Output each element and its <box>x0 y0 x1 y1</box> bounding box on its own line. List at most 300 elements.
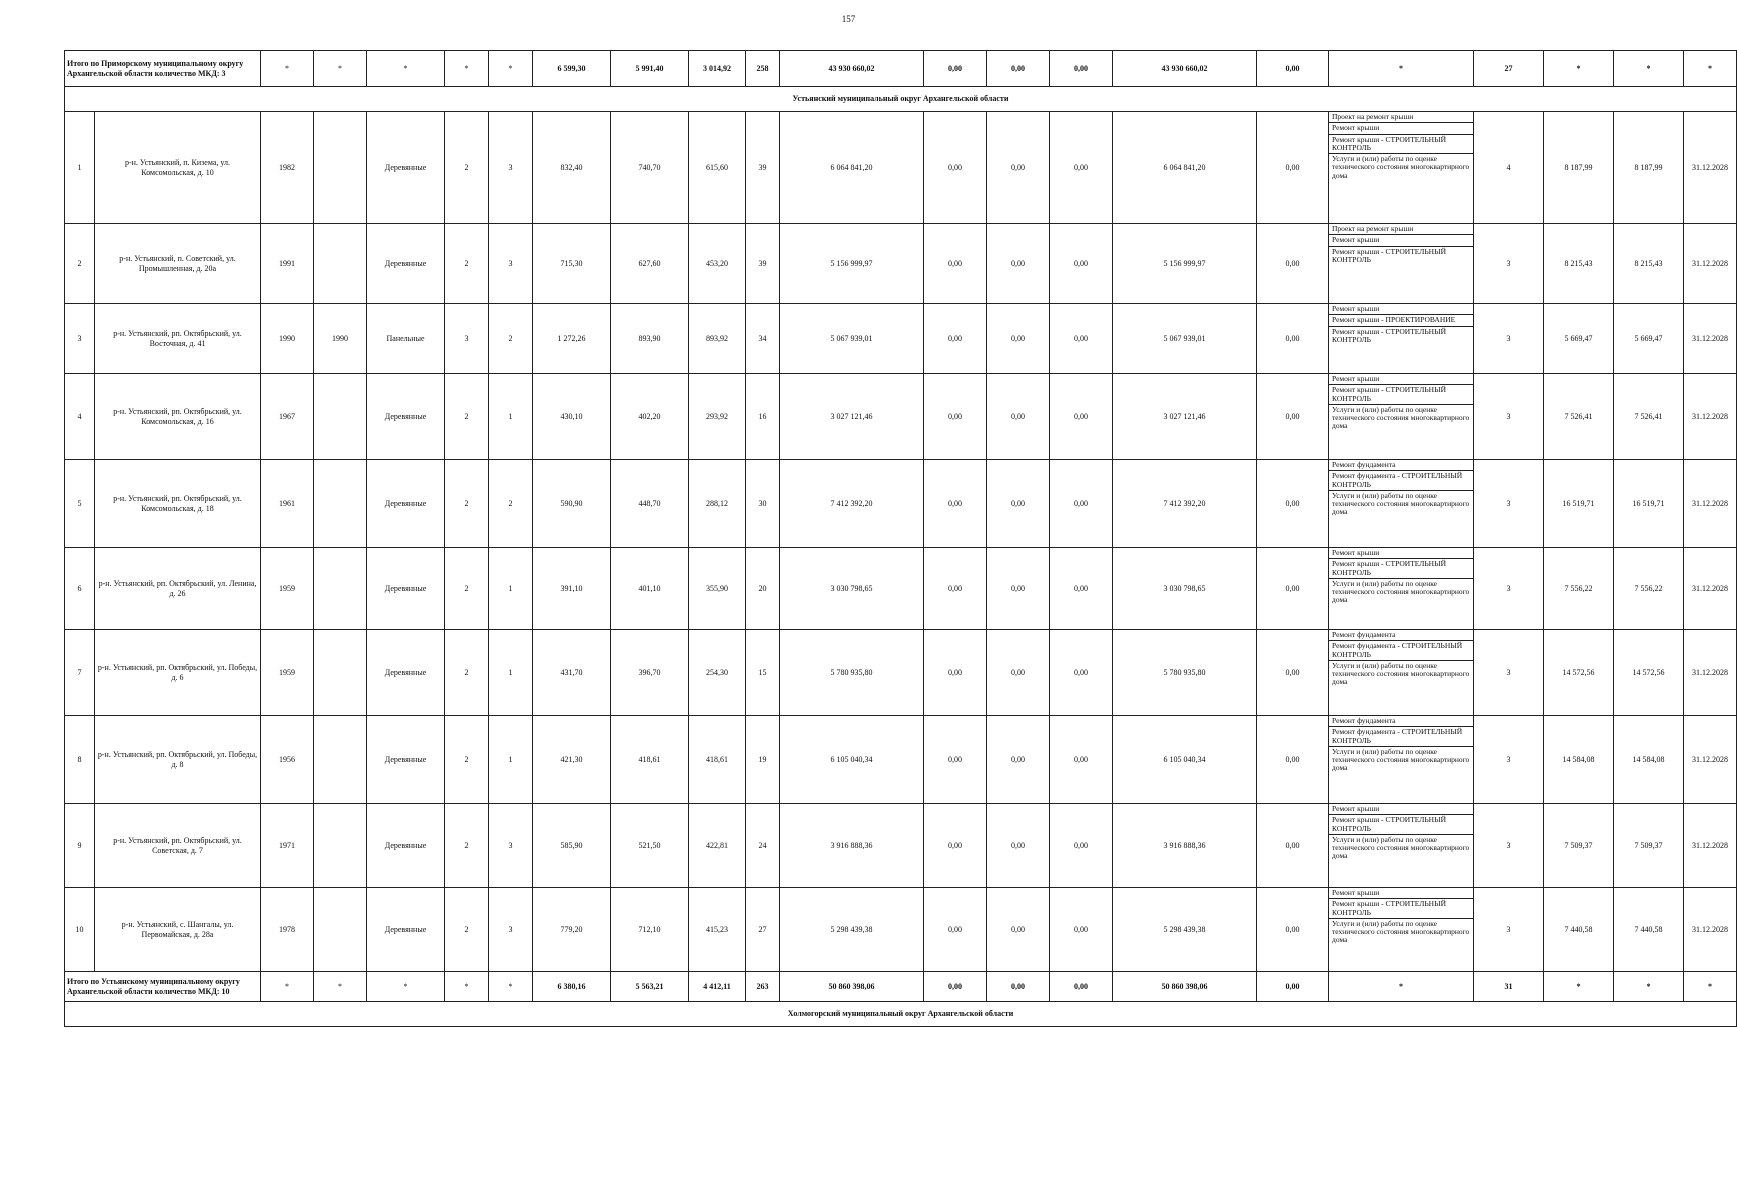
works-cell <box>1329 630 1474 716</box>
cell-entrances: 3 <box>489 112 533 224</box>
cell-material: Деревянные <box>367 548 445 630</box>
table-row <box>65 548 1737 630</box>
work-item: Ремонт крыши - ПРОЕКТИРОВАНИЕ <box>1329 315 1473 326</box>
cell-fund-local: 0,00 <box>1050 548 1113 630</box>
cell-fund-other: 0,00 <box>1257 304 1329 374</box>
cell-fund-other: 0,00 <box>1257 716 1329 804</box>
total-cell: 3 014,92 <box>689 51 746 87</box>
cell-work-count: 3 <box>1474 888 1544 972</box>
cell-fund-other: 0,00 <box>1257 548 1329 630</box>
table-row <box>65 304 1737 374</box>
total-cell: * <box>1684 972 1737 1002</box>
works-cell <box>1329 304 1474 374</box>
total-cell: * <box>489 51 533 87</box>
cell-entrances: 3 <box>489 224 533 304</box>
cell-deadline: 31.12.2028 <box>1684 460 1737 548</box>
cell-year-built: 1959 <box>261 548 314 630</box>
cell-cost-total: 3 030 798,65 <box>780 548 924 630</box>
cell-area-total: 832,40 <box>533 112 611 224</box>
cell-cost-total: 3 916 888,36 <box>780 804 924 888</box>
cell-year-built: 1956 <box>261 716 314 804</box>
cell-fund-other: 0,00 <box>1257 888 1329 972</box>
total-cell: * <box>261 51 314 87</box>
section-title-ustyansky: Устьянский муниципальный округ Архангельской области <box>65 87 1737 112</box>
cell-entrances: 1 <box>489 548 533 630</box>
cell-fund-other: 0,00 <box>1257 460 1329 548</box>
cell-area-premises: 396,70 <box>611 630 689 716</box>
total-cell: * <box>367 51 445 87</box>
cell-material: Деревянные <box>367 460 445 548</box>
total-cell: 5 991,40 <box>611 51 689 87</box>
cell-max-unit-cost: 16 519,71 <box>1614 460 1684 548</box>
cell-deadline: 31.12.2028 <box>1684 804 1737 888</box>
cell-address: р-н. Устьянский, рп. Октябрьский, ул. Победы, д. 8 <box>95 716 261 804</box>
work-item: Ремонт крыши <box>1329 548 1473 559</box>
table-row <box>65 804 1737 888</box>
cell-work-count: 3 <box>1474 804 1544 888</box>
cell-area-residential: 254,30 <box>689 630 746 716</box>
cell-max-unit-cost: 5 669,47 <box>1614 304 1684 374</box>
cell-residents: 39 <box>746 224 780 304</box>
cell-unit-cost: 14 572,56 <box>1544 630 1614 716</box>
cell-fund-owners: 6 105 040,34 <box>1113 716 1257 804</box>
works-list <box>1329 224 1473 265</box>
cell-residents: 27 <box>746 888 780 972</box>
work-item: Услуги и (или) работы по оценке технического состояния многоквартирного дома <box>1332 746 1470 773</box>
work-item: Услуги и (или) работы по оценке технического состояния многоквартирного дома <box>1332 154 1470 180</box>
cell-deadline: 31.12.2028 <box>1684 630 1737 716</box>
cell-address: р-н. Устьянский, п. Кизема, ул. Комсомольская, д. 10 <box>95 112 261 224</box>
cell-work-count: 4 <box>1474 112 1544 224</box>
total-cell: * <box>314 972 367 1002</box>
work-item: Ремонт крыши - СТРОИТЕЛЬНЫЙ КОНТРОЛЬ <box>1329 135 1473 155</box>
work-item: Ремонт крыши - СТРОИТЕЛЬНЫЙ КОНТРОЛЬ <box>1329 815 1473 835</box>
total-cell: 263 <box>746 972 780 1002</box>
total-cell: 4 412,11 <box>689 972 746 1002</box>
cell-area-total: 715,30 <box>533 224 611 304</box>
cell-year-overhaul <box>314 630 367 716</box>
total-cell: 258 <box>746 51 780 87</box>
work-item: Услуги и (или) работы по оценке технического состояния многоквартирного дома <box>1332 404 1470 431</box>
cell-unit-cost: 5 669,47 <box>1544 304 1614 374</box>
work-item: Ремонт крыши - СТРОИТЕЛЬНЫЙ КОНТРОЛЬ <box>1329 559 1473 579</box>
cell-floors: 2 <box>445 224 489 304</box>
cell-fund-local: 0,00 <box>1050 804 1113 888</box>
page-number: 157 <box>841 14 856 24</box>
cell-fund-owners: 3 027 121,46 <box>1113 374 1257 460</box>
cell-fund-owners: 5 067 939,01 <box>1113 304 1257 374</box>
table-row <box>65 630 1737 716</box>
cell-address: р-н. Устьянский, с. Шангалы, ул. Первомайская, д. 28а <box>95 888 261 972</box>
total-cell: * <box>314 51 367 87</box>
cell-year-overhaul <box>314 112 367 224</box>
cell-work-count: 3 <box>1474 224 1544 304</box>
total-cell: 0,00 <box>987 51 1050 87</box>
work-item: Услуги и (или) работы по оценке технического состояния многоквартирного дома <box>1332 660 1470 687</box>
cell-year-overhaul: 1990 <box>314 304 367 374</box>
works-list <box>1329 374 1473 432</box>
total-cell: * <box>1614 972 1684 1002</box>
total-cell: 0,00 <box>1050 972 1113 1002</box>
total-cell: * <box>1614 51 1684 87</box>
total-cell: 50 860 398,06 <box>1113 972 1257 1002</box>
cell-fund-federal: 0,00 <box>924 630 987 716</box>
total-cell: 43 930 660,02 <box>1113 51 1257 87</box>
work-item: Ремонт крыши <box>1329 123 1473 134</box>
work-item: Ремонт крыши <box>1329 374 1473 385</box>
works-list <box>1329 112 1473 181</box>
cell-max-unit-cost: 7 509,37 <box>1614 804 1684 888</box>
cell-unit-cost: 16 519,71 <box>1544 460 1614 548</box>
cell-area-residential: 288,12 <box>689 460 746 548</box>
cell-fund-local: 0,00 <box>1050 224 1113 304</box>
cell-year-built: 1990 <box>261 304 314 374</box>
cell-fund-owners: 3 030 798,65 <box>1113 548 1257 630</box>
table-row <box>65 888 1737 972</box>
work-item: Ремонт фундамента - СТРОИТЕЛЬНЫЙ КОНТРОЛЬ <box>1329 641 1473 661</box>
cell-fund-regional: 0,00 <box>987 460 1050 548</box>
cell-residents: 34 <box>746 304 780 374</box>
cell-num: 2 <box>65 224 95 304</box>
cell-year-built: 1982 <box>261 112 314 224</box>
cell-area-residential: 415,23 <box>689 888 746 972</box>
cell-work-count: 3 <box>1474 304 1544 374</box>
total-label: Итого по Приморскому муниципальному округу Архангельской области количество МКД: 3 <box>65 51 261 87</box>
cell-area-total: 585,90 <box>533 804 611 888</box>
cell-entrances: 1 <box>489 630 533 716</box>
total-cell: * <box>445 972 489 1002</box>
cell-material: Деревянные <box>367 374 445 460</box>
table-row <box>65 460 1737 548</box>
cell-deadline: 31.12.2028 <box>1684 224 1737 304</box>
cell-fund-local: 0,00 <box>1050 716 1113 804</box>
cell-residents: 15 <box>746 630 780 716</box>
table-row <box>65 716 1737 804</box>
cell-address: р-н. Устьянский, рп. Октябрьский, ул. Восточная, д. 41 <box>95 304 261 374</box>
cell-unit-cost: 7 509,37 <box>1544 804 1614 888</box>
total-cell: 27 <box>1474 51 1544 87</box>
cell-year-overhaul <box>314 460 367 548</box>
cell-cost-total: 5 067 939,01 <box>780 304 924 374</box>
cell-fund-federal: 0,00 <box>924 224 987 304</box>
cell-address: р-н. Устьянский, рп. Октябрьский, ул. Комсомольская, д. 18 <box>95 460 261 548</box>
cell-fund-local: 0,00 <box>1050 888 1113 972</box>
cell-area-total: 590,90 <box>533 460 611 548</box>
work-item: Ремонт крыши <box>1329 235 1473 246</box>
cell-area-residential: 893,92 <box>689 304 746 374</box>
cell-area-premises: 418,61 <box>611 716 689 804</box>
works-cell <box>1329 548 1474 630</box>
cell-fund-other: 0,00 <box>1257 224 1329 304</box>
cell-entrances: 3 <box>489 804 533 888</box>
cell-num: 10 <box>65 888 95 972</box>
work-item: Ремонт фундамента <box>1329 716 1473 727</box>
work-item: Проект на ремонт крыши <box>1329 224 1473 235</box>
cell-material: Деревянные <box>367 630 445 716</box>
total-cell: 31 <box>1474 972 1544 1002</box>
works-list <box>1329 304 1473 345</box>
cell-num: 8 <box>65 716 95 804</box>
cell-floors: 2 <box>445 804 489 888</box>
cell-address: р-н. Устьянский, рп. Октябрьский, ул. Ленина, д. 26 <box>95 548 261 630</box>
cell-area-premises: 893,90 <box>611 304 689 374</box>
cell-material: Деревянные <box>367 224 445 304</box>
total-row-ustyansky <box>65 972 1737 1002</box>
cell-work-count: 3 <box>1474 548 1544 630</box>
cell-fund-federal: 0,00 <box>924 112 987 224</box>
cell-max-unit-cost: 8 187,99 <box>1614 112 1684 224</box>
cell-floors: 2 <box>445 630 489 716</box>
cell-fund-regional: 0,00 <box>987 716 1050 804</box>
total-cell: 0,00 <box>1050 51 1113 87</box>
cell-area-residential: 418,61 <box>689 716 746 804</box>
section-header-row <box>65 87 1737 112</box>
cell-fund-federal: 0,00 <box>924 716 987 804</box>
cell-fund-owners: 7 412 392,20 <box>1113 460 1257 548</box>
cell-fund-regional: 0,00 <box>987 888 1050 972</box>
work-item: Ремонт крыши <box>1329 304 1473 315</box>
work-item: Ремонт фундамента - СТРОИТЕЛЬНЫЙ КОНТРОЛЬ <box>1329 471 1473 491</box>
table-row <box>65 374 1737 460</box>
cell-year-overhaul <box>314 374 367 460</box>
cell-max-unit-cost: 14 584,08 <box>1614 716 1684 804</box>
cell-deadline: 31.12.2028 <box>1684 548 1737 630</box>
cell-num: 4 <box>65 374 95 460</box>
work-item: Ремонт фундамента - СТРОИТЕЛЬНЫЙ КОНТРОЛЬ <box>1329 727 1473 747</box>
cell-work-count: 3 <box>1474 716 1544 804</box>
cell-year-overhaul <box>314 224 367 304</box>
cell-fund-other: 0,00 <box>1257 804 1329 888</box>
cell-address: р-н. Устьянский, рп. Октябрьский, ул. Комсомольская, д. 16 <box>95 374 261 460</box>
cell-floors: 2 <box>445 374 489 460</box>
cell-residents: 24 <box>746 804 780 888</box>
cell-fund-other: 0,00 <box>1257 630 1329 716</box>
work-item: Услуги и (или) работы по оценке технического состояния многоквартирного дома <box>1332 490 1470 517</box>
cell-material: Панельные <box>367 304 445 374</box>
cell-address: р-н. Устьянский, п. Советский, ул. Промышленная, д. 20а <box>95 224 261 304</box>
cell-max-unit-cost: 7 556,22 <box>1614 548 1684 630</box>
cell-unit-cost: 14 584,08 <box>1544 716 1614 804</box>
table-row <box>65 112 1737 224</box>
cell-residents: 39 <box>746 112 780 224</box>
cell-material: Деревянные <box>367 112 445 224</box>
cell-area-total: 1 272,26 <box>533 304 611 374</box>
total-cell: 6 380,16 <box>533 972 611 1002</box>
cell-num: 1 <box>65 112 95 224</box>
works-cell <box>1329 460 1474 548</box>
cell-unit-cost: 7 556,22 <box>1544 548 1614 630</box>
section-header-row <box>65 1002 1737 1027</box>
cell-fund-regional: 0,00 <box>987 112 1050 224</box>
works-cell <box>1329 716 1474 804</box>
total-cell: 6 599,30 <box>533 51 611 87</box>
cell-material: Деревянные <box>367 716 445 804</box>
cell-fund-local: 0,00 <box>1050 630 1113 716</box>
cell-floors: 2 <box>445 716 489 804</box>
cell-year-built: 1991 <box>261 224 314 304</box>
cell-fund-federal: 0,00 <box>924 548 987 630</box>
cell-year-overhaul <box>314 888 367 972</box>
work-item: Услуги и (или) работы по оценке технического состояния многоквартирного дома <box>1332 578 1470 605</box>
cell-area-premises: 712,10 <box>611 888 689 972</box>
total-cell: * <box>1544 51 1614 87</box>
cell-cost-total: 7 412 392,20 <box>780 460 924 548</box>
works-cell <box>1329 804 1474 888</box>
cell-fund-owners: 5 298 439,38 <box>1113 888 1257 972</box>
work-item: Услуги и (или) работы по оценке технического состояния многоквартирного дома <box>1332 834 1470 861</box>
total-cell: * <box>261 972 314 1002</box>
cell-fund-other: 0,00 <box>1257 374 1329 460</box>
cell-fund-federal: 0,00 <box>924 888 987 972</box>
cell-max-unit-cost: 7 440,58 <box>1614 888 1684 972</box>
work-item: Ремонт крыши <box>1329 804 1473 815</box>
cell-year-built: 1959 <box>261 630 314 716</box>
works-cell <box>1329 224 1474 304</box>
cell-num: 6 <box>65 548 95 630</box>
cell-material: Деревянные <box>367 804 445 888</box>
cell-deadline: 31.12.2028 <box>1684 716 1737 804</box>
work-item: Ремонт крыши - СТРОИТЕЛЬНЫЙ КОНТРОЛЬ <box>1332 246 1447 264</box>
cell-cost-total: 6 064 841,20 <box>780 112 924 224</box>
cell-cost-total: 5 156 999,97 <box>780 224 924 304</box>
cell-max-unit-cost: 7 526,41 <box>1614 374 1684 460</box>
work-item: Ремонт фундамента <box>1329 630 1473 641</box>
cell-year-built: 1971 <box>261 804 314 888</box>
cell-entrances: 3 <box>489 888 533 972</box>
cell-area-total: 421,30 <box>533 716 611 804</box>
cell-fund-federal: 0,00 <box>924 460 987 548</box>
cell-deadline: 31.12.2028 <box>1684 112 1737 224</box>
cell-year-overhaul <box>314 548 367 630</box>
total-cell: * <box>489 972 533 1002</box>
cell-fund-regional: 0,00 <box>987 304 1050 374</box>
cell-fund-regional: 0,00 <box>987 374 1050 460</box>
cell-year-built: 1961 <box>261 460 314 548</box>
cell-fund-federal: 0,00 <box>924 304 987 374</box>
cell-fund-regional: 0,00 <box>987 630 1050 716</box>
cell-fund-owners: 5 156 999,97 <box>1113 224 1257 304</box>
cell-fund-regional: 0,00 <box>987 804 1050 888</box>
cell-cost-total: 5 780 935,80 <box>780 630 924 716</box>
cell-area-premises: 627,60 <box>611 224 689 304</box>
cell-area-residential: 615,60 <box>689 112 746 224</box>
cell-fund-regional: 0,00 <box>987 548 1050 630</box>
cell-floors: 2 <box>445 112 489 224</box>
cell-work-count: 3 <box>1474 630 1544 716</box>
total-cell: * <box>1329 972 1474 1002</box>
cell-year-built: 1967 <box>261 374 314 460</box>
cell-num: 5 <box>65 460 95 548</box>
cell-num: 9 <box>65 804 95 888</box>
cell-material: Деревянные <box>367 888 445 972</box>
cell-area-total: 431,70 <box>533 630 611 716</box>
cell-cost-total: 3 027 121,46 <box>780 374 924 460</box>
table-row <box>65 224 1737 304</box>
works-list <box>1329 460 1473 518</box>
cell-residents: 30 <box>746 460 780 548</box>
works-list <box>1329 630 1473 688</box>
cell-unit-cost: 8 215,43 <box>1544 224 1614 304</box>
total-row-primorsky <box>65 51 1737 87</box>
cell-fund-owners: 6 064 841,20 <box>1113 112 1257 224</box>
cell-area-premises: 402,20 <box>611 374 689 460</box>
cell-area-total: 391,10 <box>533 548 611 630</box>
total-cell: 0,00 <box>987 972 1050 1002</box>
cell-entrances: 2 <box>489 460 533 548</box>
cell-area-residential: 293,92 <box>689 374 746 460</box>
works-list <box>1329 888 1473 946</box>
cell-area-residential: 453,20 <box>689 224 746 304</box>
cell-area-premises: 521,50 <box>611 804 689 888</box>
cell-cost-total: 6 105 040,34 <box>780 716 924 804</box>
works-cell <box>1329 374 1474 460</box>
cell-floors: 2 <box>445 548 489 630</box>
cell-address: р-н. Устьянский, рп. Октябрьский, ул. Победы, д. 6 <box>95 630 261 716</box>
total-cell: 0,00 <box>924 51 987 87</box>
works-cell <box>1329 888 1474 972</box>
cell-fund-owners: 5 780 935,80 <box>1113 630 1257 716</box>
work-item: Ремонт крыши - СТРОИТЕЛЬНЫЙ КОНТРОЛЬ <box>1329 385 1473 405</box>
cell-year-built: 1978 <box>261 888 314 972</box>
cell-deadline: 31.12.2028 <box>1684 304 1737 374</box>
cell-num: 7 <box>65 630 95 716</box>
cell-area-total: 430,10 <box>533 374 611 460</box>
cell-unit-cost: 7 526,41 <box>1544 374 1614 460</box>
cell-residents: 19 <box>746 716 780 804</box>
cell-fund-owners: 3 916 888,36 <box>1113 804 1257 888</box>
cell-area-residential: 422,81 <box>689 804 746 888</box>
cell-area-total: 779,20 <box>533 888 611 972</box>
work-item: Проект на ремонт крыши <box>1329 112 1473 123</box>
total-cell: * <box>1684 51 1737 87</box>
total-cell: * <box>367 972 445 1002</box>
cell-fund-federal: 0,00 <box>924 374 987 460</box>
total-cell: * <box>1544 972 1614 1002</box>
total-cell: * <box>1329 51 1474 87</box>
cell-unit-cost: 8 187,99 <box>1544 112 1614 224</box>
works-list <box>1329 548 1473 606</box>
work-item: Услуги и (или) работы по оценке технического состояния многоквартирного дома <box>1332 918 1470 945</box>
cell-fund-local: 0,00 <box>1050 374 1113 460</box>
cell-floors: 2 <box>445 460 489 548</box>
cell-cost-total: 5 298 439,38 <box>780 888 924 972</box>
cell-entrances: 1 <box>489 374 533 460</box>
cell-deadline: 31.12.2028 <box>1684 888 1737 972</box>
cell-fund-regional: 0,00 <box>987 224 1050 304</box>
work-item: Ремонт крыши - СТРОИТЕЛЬНЫЙ КОНТРОЛЬ <box>1329 899 1473 919</box>
cell-entrances: 2 <box>489 304 533 374</box>
cell-address: р-н. Устьянский, рп. Октябрьский, ул. Советская, д. 7 <box>95 804 261 888</box>
cell-fund-local: 0,00 <box>1050 304 1113 374</box>
total-cell: 50 860 398,06 <box>780 972 924 1002</box>
cell-area-premises: 401,10 <box>611 548 689 630</box>
cell-area-premises: 740,70 <box>611 112 689 224</box>
cell-unit-cost: 7 440,58 <box>1544 888 1614 972</box>
total-cell: 5 563,21 <box>611 972 689 1002</box>
total-cell: 43 930 660,02 <box>780 51 924 87</box>
cell-fund-other: 0,00 <box>1257 112 1329 224</box>
cell-work-count: 3 <box>1474 460 1544 548</box>
cell-fund-federal: 0,00 <box>924 804 987 888</box>
cell-floors: 2 <box>445 888 489 972</box>
cell-work-count: 3 <box>1474 374 1544 460</box>
cell-area-premises: 448,70 <box>611 460 689 548</box>
section-title-kholmogorsky: Холмогорский муниципальный округ Архангельской области <box>65 1002 1737 1027</box>
cell-year-overhaul <box>314 716 367 804</box>
cell-max-unit-cost: 8 215,43 <box>1614 224 1684 304</box>
works-list <box>1329 716 1473 774</box>
cell-entrances: 1 <box>489 716 533 804</box>
